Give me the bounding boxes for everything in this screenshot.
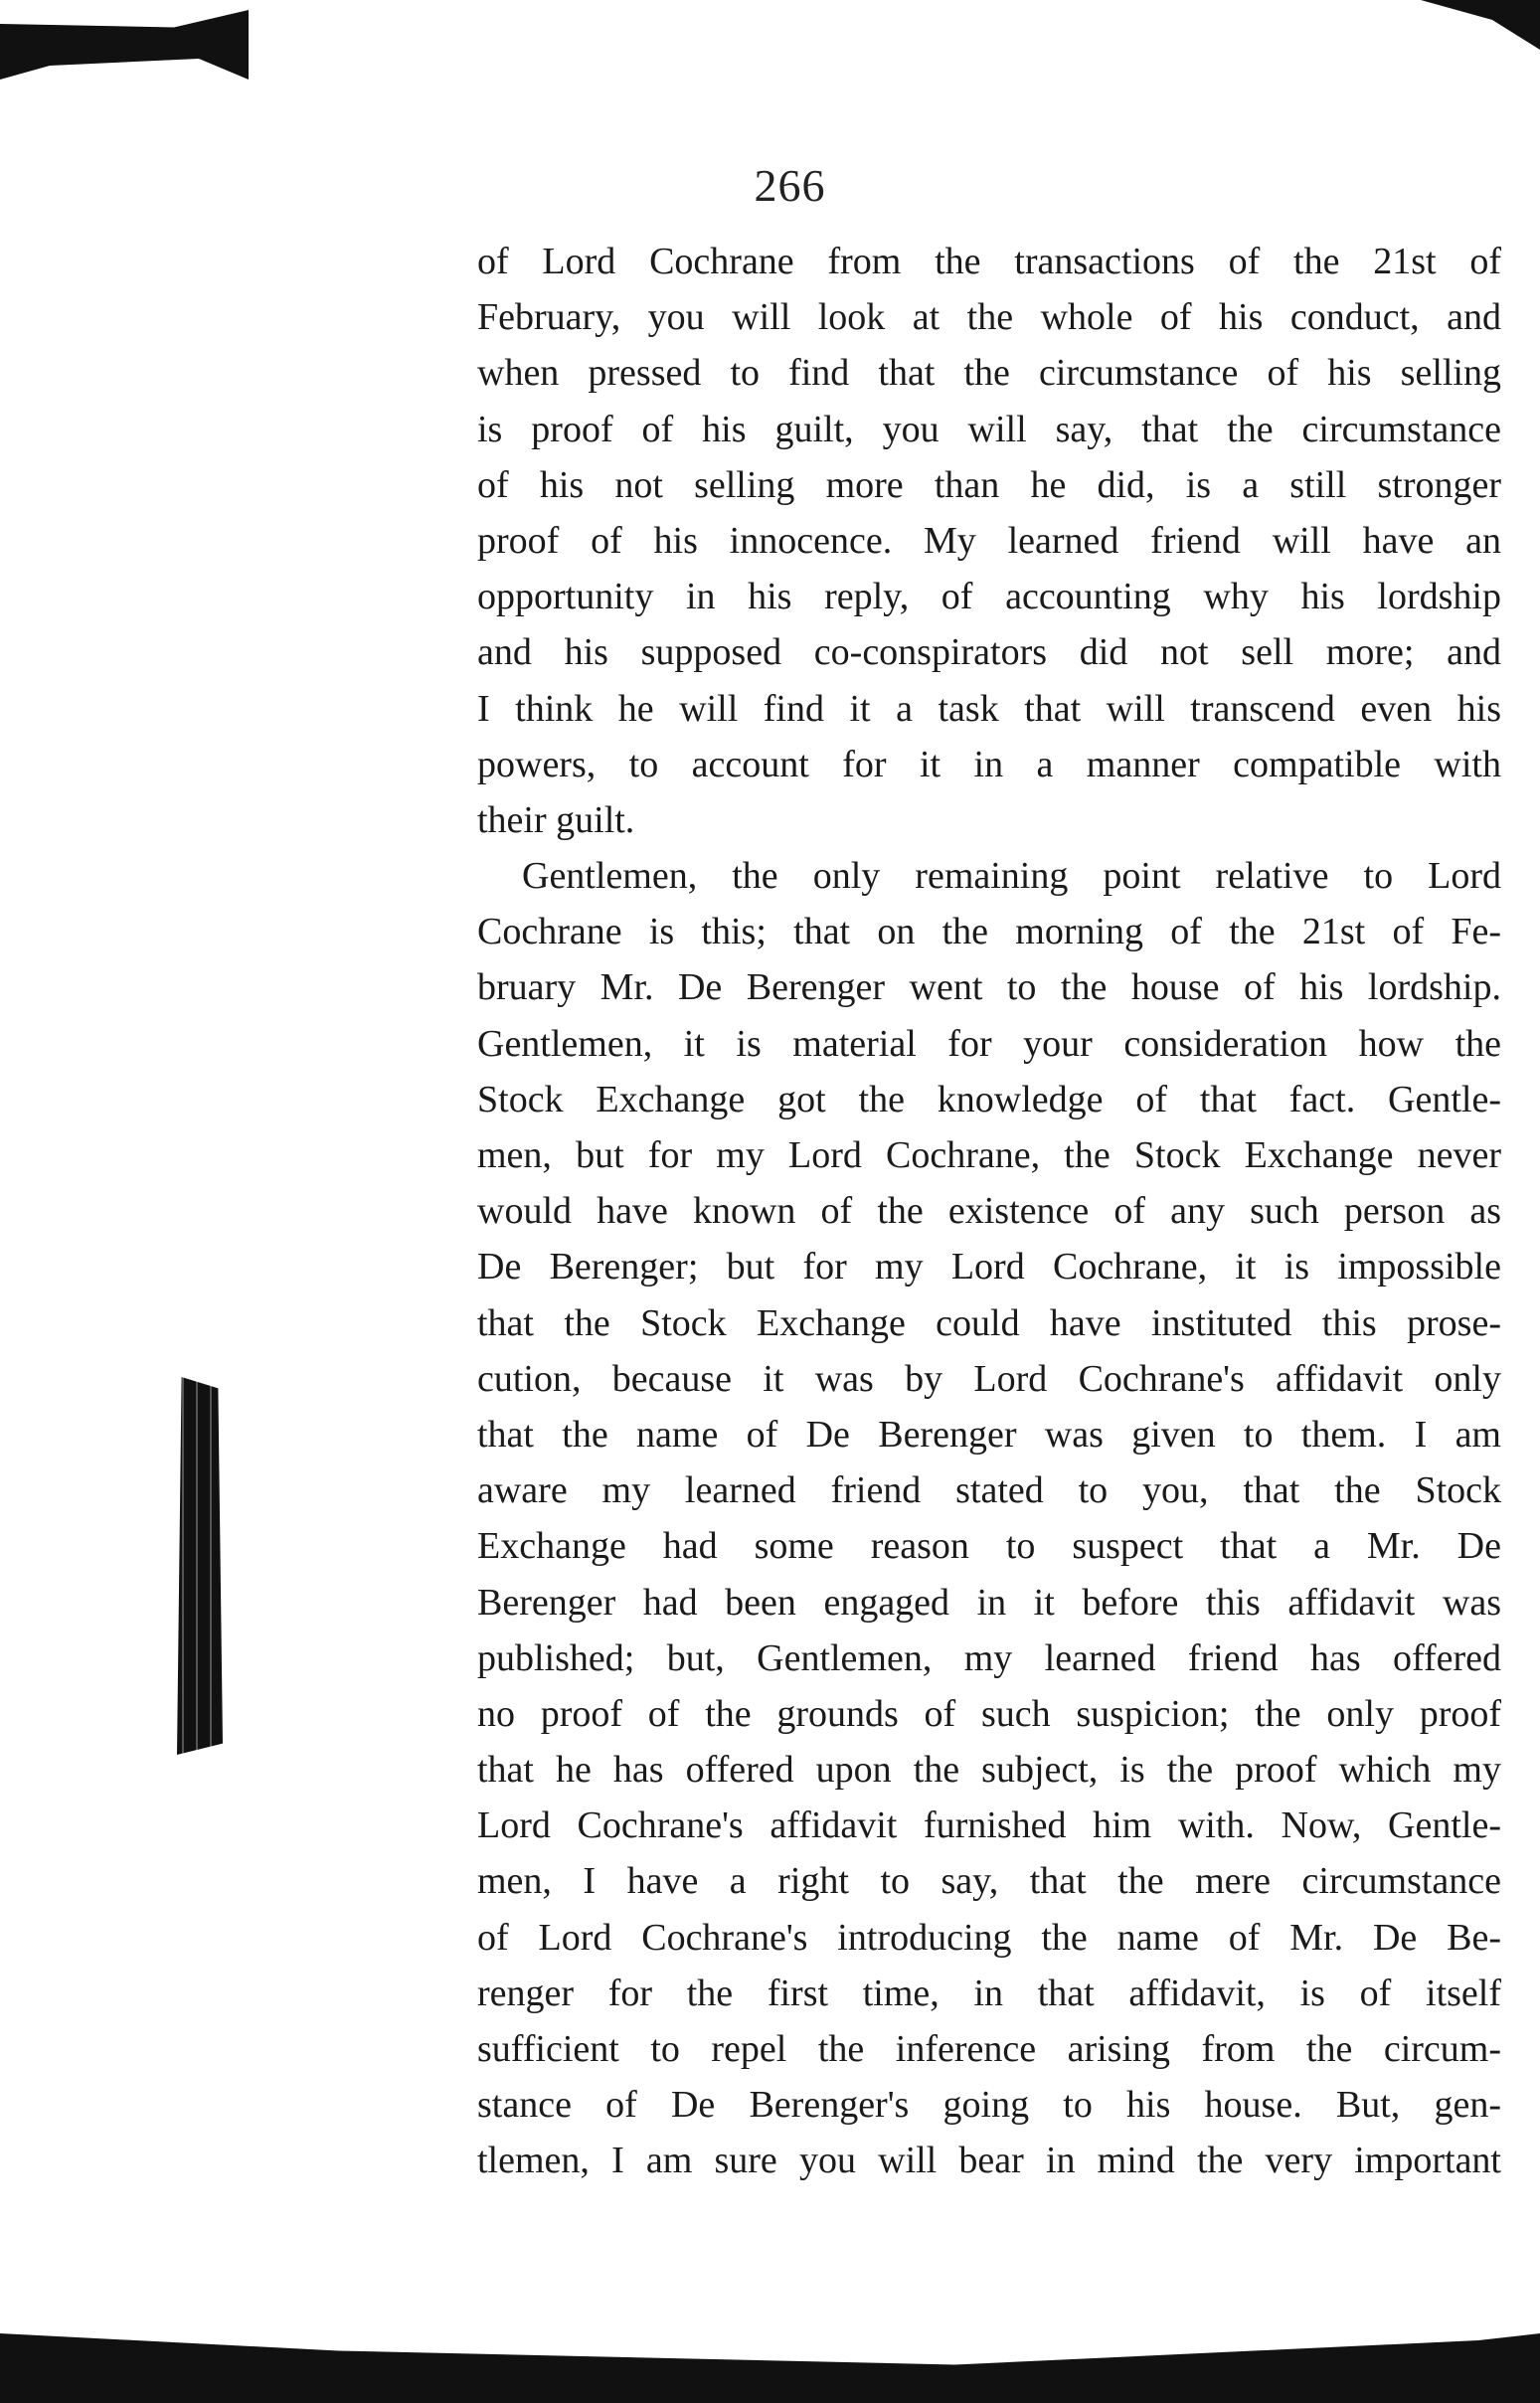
text-line: renger for the first time, in that affidavit, is of itself: [477, 1972, 1501, 2014]
text-line: February, you will look at the whole of his conduct, and: [477, 296, 1501, 339]
text-line: of Lord Cochrane from the transactions of the 21st of: [477, 241, 1501, 282]
text-line: that the Stock Exchange could have instituted this prose-: [477, 1301, 1501, 1344]
scan-smudge-top-left: [0, 10, 249, 80]
text-line: men, but for my Lord Cochrane, the Stock Exchange never: [477, 1134, 1501, 1176]
text-line: Gentlemen, it is material for your consideration how the: [477, 1022, 1501, 1065]
text-line: their guilt.: [477, 798, 635, 841]
text-line: tlemen, I am sure you will bear in mind the very important: [477, 2140, 1501, 2182]
text-line: Stock Exchange got the knowledge of that fact. Gentle-: [477, 1078, 1501, 1120]
text-line: powers, to account for it in a manner compatible with: [477, 743, 1501, 785]
text-line: of Lord Cochrane's introducing the name of Mr. De Be-: [477, 1916, 1501, 1959]
text-line: I think he will find it a task that will transcend even his: [477, 687, 1501, 730]
paragraph-start-line: Gentlemen, the only remaining point relative to Lord: [522, 855, 1501, 898]
text-line: Lord Cochrane's affidavit furnished him with. Now, Gentle-: [477, 1804, 1501, 1847]
text-line: De Berenger; but for my Lord Cochrane, it is impossible: [477, 1246, 1501, 1288]
text-line: and his supposed co-conspirators did not sell more; and: [477, 631, 1501, 674]
text-line: proof of his innocence. My learned friend will have an: [477, 519, 1501, 562]
text-line: bruary Mr. De Berenger went to the house of his lordship.: [477, 966, 1501, 1009]
text-line: is proof of his guilt, you will say, that the circumstance: [477, 408, 1501, 450]
page-number: 266: [754, 160, 826, 211]
text-line: no proof of the grounds of such suspicion; the only proof: [477, 1692, 1501, 1735]
text-line: Cochrane is this; that on the morning of the 21st of Fe-: [477, 911, 1501, 953]
binding-shadow: [177, 1377, 223, 1755]
text-line: opportunity in his reply, of accounting why his lordship: [477, 576, 1501, 618]
text-line: men, I have a right to say, that the mere circumstance: [477, 1860, 1501, 1903]
text-line: Berenger had been engaged in it before this affidavit was: [477, 1581, 1501, 1624]
text-line: would have known of the existence of any such person as: [477, 1190, 1501, 1233]
scan-edge-bottom: [0, 2333, 1540, 2403]
text-line: that he has offered upon the subject, is the proof which my: [477, 1749, 1501, 1792]
scan-smudge-top-right: [1421, 0, 1540, 50]
text-line: of his not selling more than he did, is a still stronger: [477, 463, 1501, 506]
text-line: that the name of De Berenger was given to them. I am: [477, 1413, 1501, 1456]
body-text: [477, 234, 1501, 2189]
text-line: Exchange had some reason to suspect that a Mr. De: [477, 1525, 1501, 1568]
text-line: when pressed to find that the circumstance of his selling: [477, 352, 1501, 395]
text-line: sufficient to repel the inference arising from the circum-: [477, 2028, 1501, 2070]
text-line: cution, because it was by Lord Cochrane's affidavit only: [477, 1357, 1501, 1400]
text-line: published; but, Gentlemen, my learned friend has offered: [477, 1636, 1501, 1679]
text-line: aware my learned friend stated to you, that the Stock: [477, 1469, 1501, 1512]
text-line: stance of De Berenger's going to his house. But, gen-: [477, 2084, 1501, 2127]
